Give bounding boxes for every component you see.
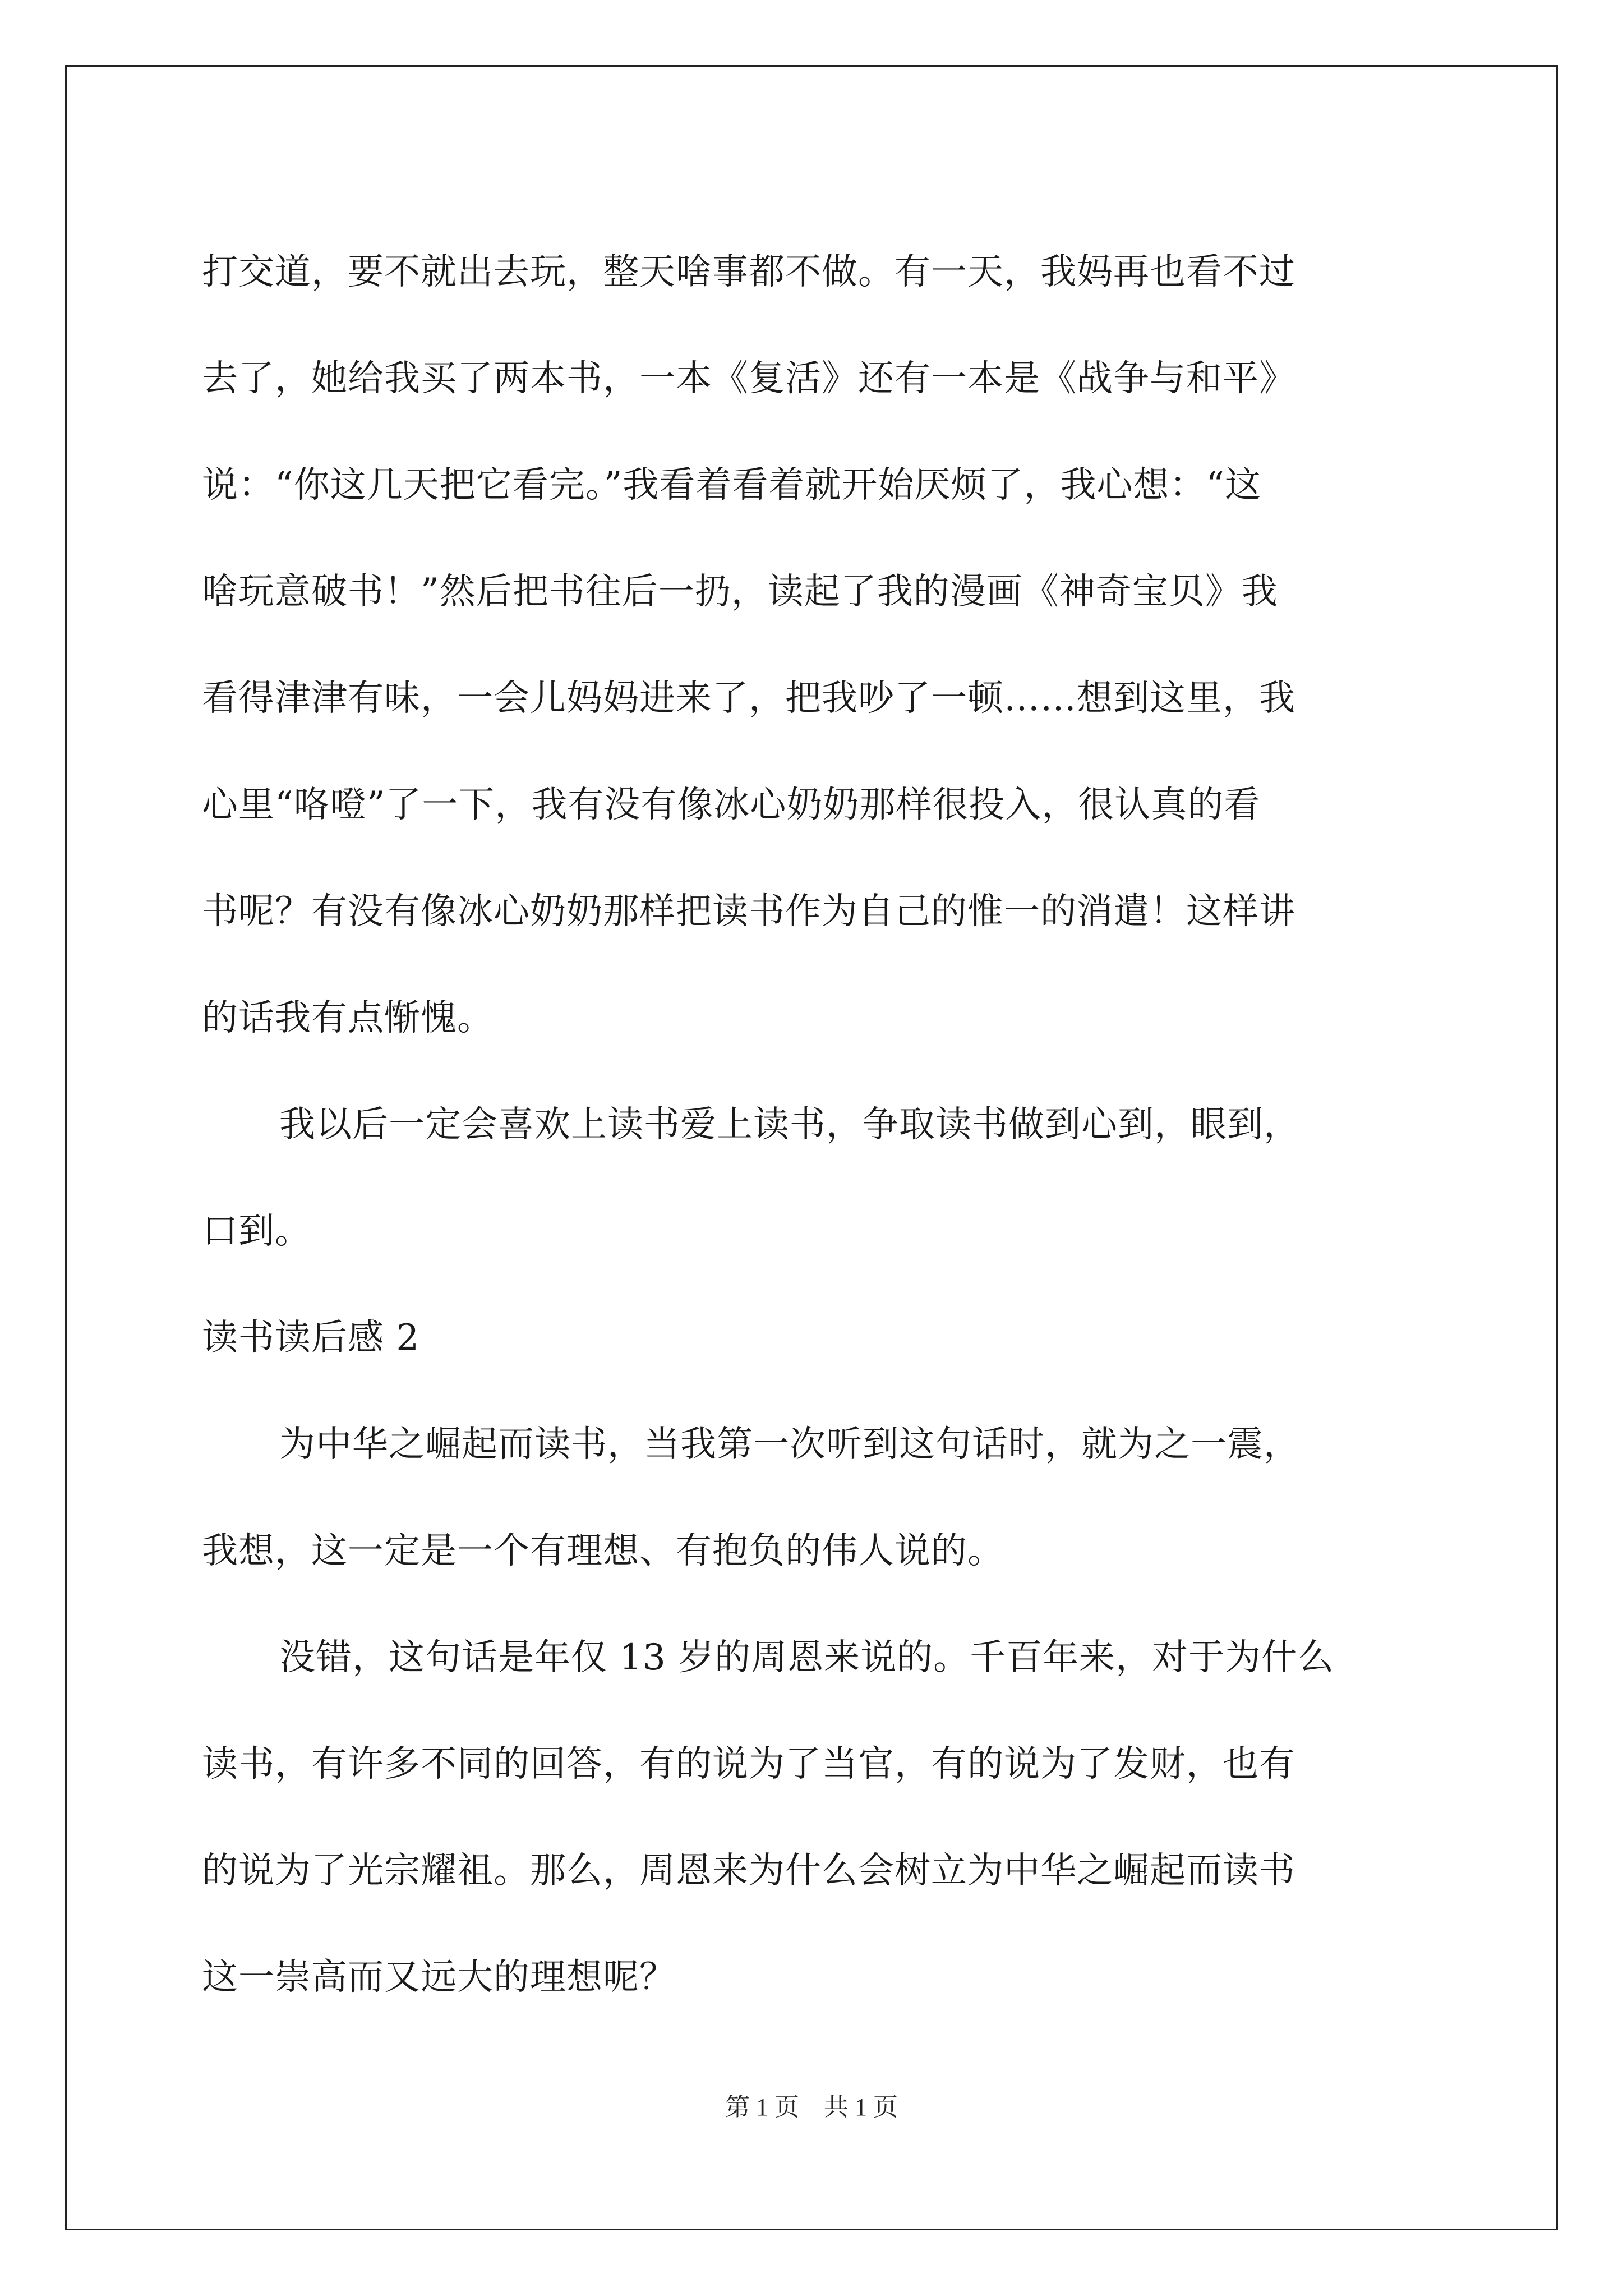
- text-line: 书呢？有没有像冰心奶奶那样把读书作为自己的惟一的消遣！这样讲: [202, 891, 1295, 932]
- text-line: 说：“你这几天把它看完。”我看着看着就开始厌烦了，我心想：“这: [202, 464, 1262, 506]
- text-line: 我以后一定会喜欢上读书爱上读书，争取读书做到心到，眼到，: [279, 1104, 1300, 1145]
- text-line: 心里“咯噔”了一下，我有没有像冰心奶奶那样很投入，很认真的看: [202, 784, 1261, 826]
- document-body: [202, 219, 1430, 2031]
- page-total: 共 1 页: [824, 2093, 898, 2121]
- text-line: 看得津津有味，一会儿妈妈进来了，把我吵了一顿……想到这里，我: [202, 678, 1295, 719]
- text-line: 去了，她给我买了两本书，一本《复活》还有一本是《战争与和平》: [202, 358, 1295, 399]
- page-number: 第 1 页: [725, 2093, 799, 2121]
- text-line: 没错，这句话是年仅 13 岁的周恩来说的。千百年来，对于为什么: [279, 1637, 1335, 1678]
- text-line: 读书，有许多不同的回答，有的说为了当官，有的说为了发财，也有: [202, 1743, 1295, 1785]
- text-line: 为中华之崛起而读书，当我第一次听到这句话时，就为之一震，: [279, 1424, 1300, 1465]
- text-line: 我想，这一定是一个有理想、有抱负的伟人说的。: [202, 1530, 1004, 1572]
- text-line: 的话我有点惭愧。: [202, 997, 494, 1039]
- page-footer: [0, 2087, 1623, 2123]
- section-heading: 读书读后感 2: [202, 1317, 420, 1359]
- text-line: 这一崇高而又远大的理想呢？: [202, 1957, 676, 1998]
- text-line: 的说为了光宗耀祖。那么，周恩来为什么会树立为中华之崛起而读书: [202, 1850, 1295, 1892]
- text-line: 打交道，要不就出去玩，整天啥事都不做。有一天，我妈再也看不过: [202, 251, 1295, 293]
- text-line: 口到。: [202, 1211, 311, 1252]
- text-line: 啥玩意破书！”然后把书往后一扔，读起了我的漫画《神奇宝贝》我: [202, 571, 1278, 613]
